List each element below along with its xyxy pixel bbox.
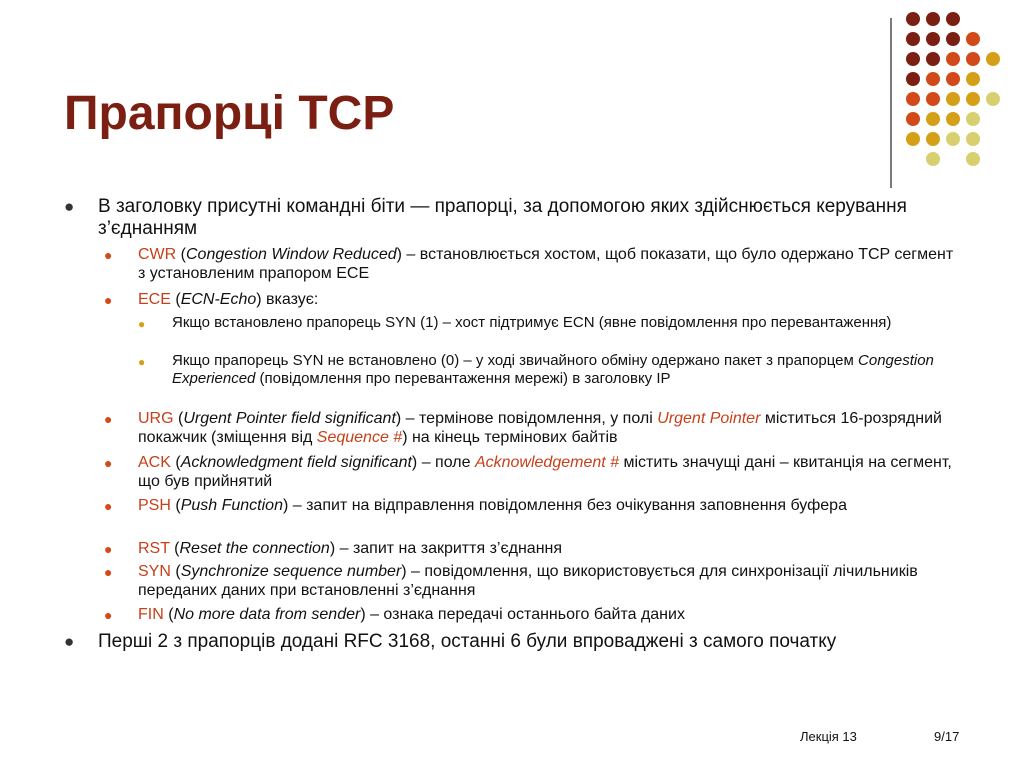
- subitem-text: Якщо встановлено прапорець SYN (1) – хост підтримує ECN (явне повідомлення про перевантаження): [172, 314, 892, 331]
- subitem-post: (повідомлення про перевантаження мережі) в заголовку IP: [255, 370, 671, 387]
- flag-desc-3: ) на кінець термінових байтів: [402, 429, 618, 446]
- decor-dot: [906, 132, 920, 146]
- bullet-dot: ●: [104, 247, 113, 263]
- flag-desc: ) – повідомлення, що використовується для синхронізації лічильників переданих даних при встановленні з’єднання: [138, 563, 918, 599]
- decor-dot: [906, 32, 920, 46]
- flag-code: CWR: [138, 246, 177, 263]
- flag-desc: ) – встановлюється хостом, щоб показати, що було одержано TCP сегмент з установленим прапором ECE: [138, 246, 954, 282]
- subitem-name: Congestion Experienced: [172, 352, 934, 387]
- decor-dot: [906, 92, 920, 106]
- bullet-dot: ●: [104, 292, 113, 308]
- flag-fin: [104, 605, 964, 624]
- bullet-dot: ●: [104, 541, 113, 557]
- flag-desc: ) вказує:: [256, 291, 319, 308]
- decor-dot: [946, 32, 960, 46]
- decor-dot: [946, 112, 960, 126]
- flag-desc: ) – ознака передачі останнього байта даних: [360, 606, 685, 623]
- flag-name: Reset the connection: [179, 540, 330, 557]
- flag-code: ECE: [138, 291, 171, 308]
- flag-open: (: [163, 606, 174, 623]
- flag-rst: [104, 539, 964, 558]
- field-name: Urgent Pointer: [657, 410, 761, 427]
- decor-dot: [966, 152, 980, 166]
- bullet-dot: ●: [64, 632, 75, 651]
- bullet-dot: ●: [138, 317, 146, 331]
- footer-page-number: 9/17: [934, 729, 960, 744]
- flag-name: ECN-Echo: [180, 291, 257, 308]
- flag-code: PSH: [138, 497, 171, 514]
- subitem-pre: Якщо прапорець SYN не встановлено (0) – у ході звичайного обміну одержано пакет з прапорцем: [172, 352, 859, 369]
- flag-desc-2: містить значущі дані – квитанція на сегмент, що був прийнятий: [138, 454, 952, 490]
- bullet-dot: ●: [64, 197, 75, 216]
- flag-desc: ) – запит на відправлення повідомлення без очікування заповнення буфера: [282, 497, 847, 514]
- bullet-dot: ●: [104, 498, 113, 514]
- flag-open: (: [176, 246, 186, 263]
- decor-dot: [986, 52, 1000, 66]
- flag-ack: [104, 453, 964, 491]
- bullet-intro: [64, 196, 964, 240]
- bullet-outro: [64, 631, 964, 653]
- decor-dot: [966, 32, 980, 46]
- flag-name: No more data from sender: [173, 606, 361, 623]
- decor-dot: [926, 12, 940, 26]
- decor-dot: [926, 152, 940, 166]
- flag-code: FIN: [138, 606, 164, 623]
- decor-dot: [926, 112, 940, 126]
- flag-urg: [104, 409, 964, 447]
- field-name-2: Sequence #: [316, 429, 403, 446]
- decor-dot: [966, 92, 980, 106]
- flag-desc-1: ) – термінове повідомлення, у полі: [395, 410, 658, 427]
- page-title: Прапорці TCP: [64, 87, 395, 140]
- flag-open: (: [169, 540, 180, 557]
- flag-desc-1: ) – поле: [411, 454, 475, 471]
- flag-cwr: [104, 245, 964, 283]
- decor-dot: [926, 132, 940, 146]
- decor-dot: [906, 112, 920, 126]
- decor-dot: [966, 72, 980, 86]
- flag-name: Synchronize sequence number: [180, 563, 402, 580]
- flag-code: SYN: [138, 563, 171, 580]
- bullet-dot: ●: [104, 455, 113, 471]
- bullet-text: Перші 2 з прапорців додані RFC 3168, останні 6 були впроваджені з самого початку: [98, 631, 837, 652]
- bullet-dot: ●: [104, 411, 113, 427]
- flag-psh: [104, 496, 964, 515]
- decor-dot: [966, 52, 980, 66]
- field-name: Acknowledgement #: [474, 454, 620, 471]
- flag-name: Acknowledgment field significant: [180, 454, 412, 471]
- flag-open: (: [170, 563, 181, 580]
- footer-lecture: Лекція 13: [800, 729, 857, 744]
- flag-open: (: [170, 497, 181, 514]
- ece-subitem-1: [138, 314, 938, 332]
- decor-dot: [926, 32, 940, 46]
- decor-dot: [926, 72, 940, 86]
- flag-open: (: [170, 454, 181, 471]
- flag-syn: [104, 562, 964, 600]
- flag-open: (: [173, 410, 184, 427]
- decor-dot: [946, 12, 960, 26]
- decor-dot: [966, 112, 980, 126]
- decor-dot: [946, 132, 960, 146]
- flag-code: URG: [138, 410, 174, 427]
- decor-dot: [926, 52, 940, 66]
- bullet-dot: ●: [138, 355, 146, 369]
- decor-dot: [986, 92, 1000, 106]
- decor-dot: [926, 92, 940, 106]
- flag-desc-2: міститься 16-розрядний покажчик (зміщення від: [138, 410, 942, 446]
- decor-dot: [966, 132, 980, 146]
- divider-line: [890, 18, 892, 188]
- flag-open: (: [170, 291, 181, 308]
- flag-code: RST: [138, 540, 170, 557]
- bullet-dot: ●: [104, 564, 113, 580]
- ece-subitem-2: [138, 352, 938, 388]
- flag-ece: [104, 290, 964, 309]
- decor-dot: [906, 72, 920, 86]
- flag-name: Push Function: [180, 497, 283, 514]
- flag-code: ACK: [138, 454, 171, 471]
- flag-desc: ) – запит на закриття з’єднання: [329, 540, 563, 557]
- decor-dot: [946, 92, 960, 106]
- bullet-text: В заголовку присутні командні біти — прапорці, за допомогою яких здійснюється керування з’єднанням: [98, 196, 907, 239]
- decor-dot: [906, 52, 920, 66]
- decor-dot: [946, 72, 960, 86]
- flag-name: Urgent Pointer field significant: [183, 410, 396, 427]
- flag-name: Congestion Window Reduced: [186, 246, 397, 263]
- bullet-dot: ●: [104, 607, 113, 623]
- decor-dot: [906, 12, 920, 26]
- decor-dot: [946, 52, 960, 66]
